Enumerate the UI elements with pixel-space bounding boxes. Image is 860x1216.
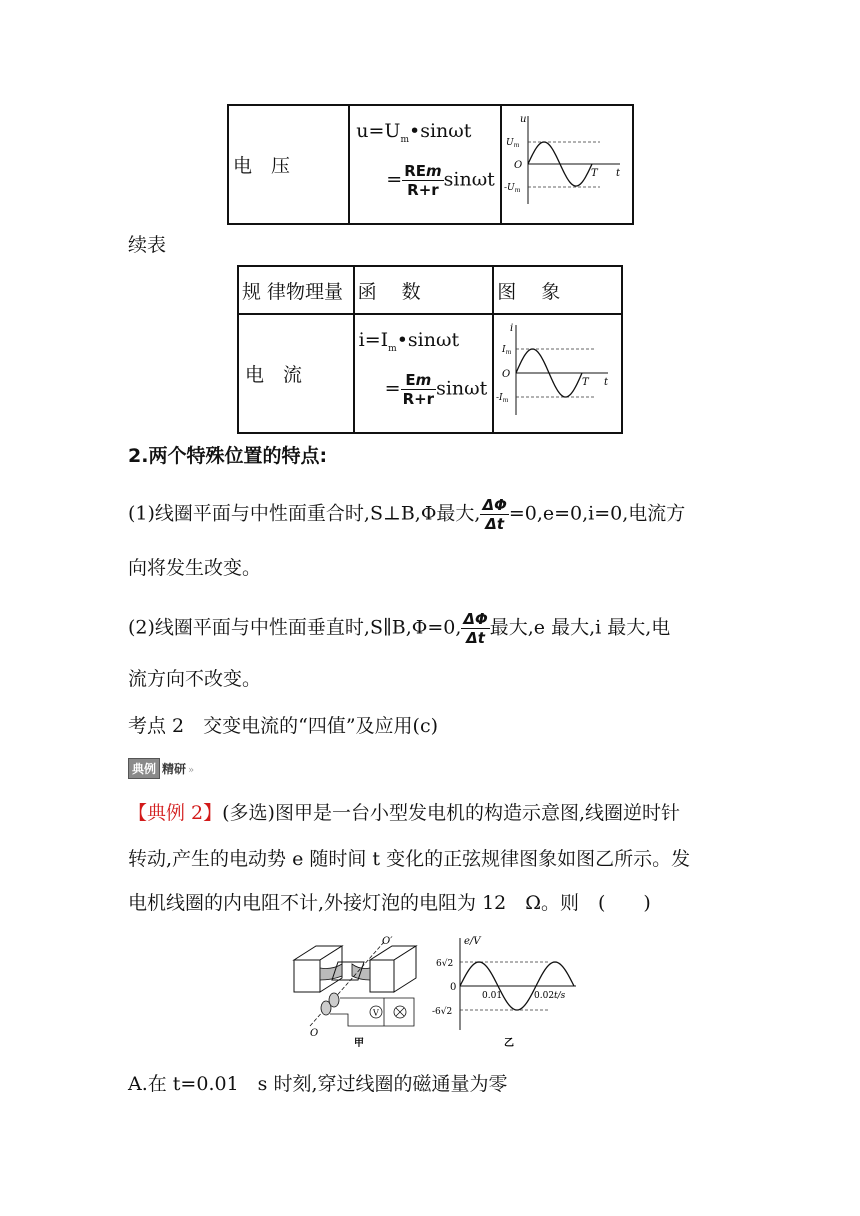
emf-time-graph bbox=[430, 930, 580, 1050]
voltage-period-label: T bbox=[590, 168, 598, 179]
header-quantity: 规 律物理量 bbox=[238, 266, 354, 314]
voltage-neg-label: $-U_m$ bbox=[503, 183, 521, 194]
flux-rate-fraction-2: $\frac{\Delta\Phi}{\Delta t}$ bbox=[463, 610, 488, 647]
point-2-line-2: 流方向不改变。 bbox=[128, 668, 262, 690]
voltage-x-axis-label: t bbox=[615, 168, 621, 179]
axis-label-o: O bbox=[310, 1028, 319, 1039]
emf-y-axis-label: e/V bbox=[464, 936, 481, 947]
emf-origin-label: 0 bbox=[450, 982, 457, 993]
current-origin-label: O bbox=[502, 369, 511, 380]
emf-peak-label: 6√2 bbox=[436, 959, 454, 969]
point-1-line-2: 向将发生改变。 bbox=[128, 557, 262, 579]
current-fraction: $\frac{Em}{R+r}$ bbox=[402, 371, 435, 408]
axis-label-o-prime: O′ bbox=[382, 936, 393, 947]
voltage-origin-label: O bbox=[513, 160, 523, 171]
current-table bbox=[237, 265, 623, 434]
badge-arrow-icon: » bbox=[188, 765, 195, 776]
option-a: A.在 t=0.01 s 时刻,穿过线圈的磁通量为零 bbox=[128, 1073, 508, 1095]
emf-tick-1: 0.01 bbox=[482, 991, 503, 1001]
current-x-axis-label: t bbox=[604, 377, 609, 388]
voltmeter-label: V bbox=[373, 1008, 379, 1018]
example-line-2: 转动,产生的电动势 e 随时间 t 变化的正弦规律图象如图乙所示。发 bbox=[128, 848, 691, 870]
emf-x-axis-label: t/s bbox=[554, 991, 566, 1001]
voltage-formula-line1: $u=U_m•\sin\omega t$ bbox=[356, 120, 472, 145]
point-1-line-1: (1)线圈平面与中性面重合时,S⊥B,Φ最大, $\frac{\Delta\Phi}{\Delta t}$ =0,e=0,i=0,电流方 bbox=[128, 496, 686, 533]
header-graph: 图 象 bbox=[493, 266, 622, 314]
continued-table-label: 续表 bbox=[128, 234, 167, 256]
voltage-label-text: 电 压 bbox=[233, 155, 291, 177]
current-formula-line1: $i=I_m•\sin\omega t$ bbox=[358, 329, 460, 354]
voltage-table bbox=[227, 104, 634, 225]
current-formula-line2: = $\frac{Em}{R+r}$ sinωt bbox=[384, 371, 488, 408]
figure-left-caption: 甲 bbox=[354, 1038, 364, 1049]
emf-tick-2: 0.02 bbox=[534, 991, 555, 1001]
section-heading: 2.两个特殊位置的特点: bbox=[128, 445, 328, 467]
current-y-axis-label: i bbox=[510, 323, 514, 334]
example-tag: 【典例 2】 bbox=[128, 802, 223, 824]
topic-line: 考点 2 交变电流的“四值”及应用(c) bbox=[128, 715, 439, 737]
voltage-function-cell bbox=[349, 105, 501, 224]
current-sine-graph bbox=[494, 315, 618, 427]
current-graph-cell bbox=[493, 314, 622, 433]
example-line-1: 【典例 2】(多选)图甲是一台小型发电机的构造示意图,线圈逆时针 bbox=[128, 802, 681, 824]
voltage-sine-graph bbox=[502, 106, 632, 218]
voltage-fraction: $\frac{\text{REm}}{R+r}$ bbox=[404, 162, 442, 199]
current-neg-label: $-I_m$ bbox=[496, 393, 509, 404]
current-function-cell bbox=[354, 314, 494, 433]
emf-neg-label: -6√2 bbox=[432, 1007, 453, 1017]
badge-box: 典例 bbox=[128, 758, 160, 779]
badge-text: 精研 bbox=[162, 762, 187, 776]
figure-right-caption: 乙 bbox=[504, 1038, 514, 1049]
voltage-formula-line2: = $\frac{\text{REm}}{R+r}$ sinωt bbox=[386, 162, 495, 199]
voltage-y-axis-label: u bbox=[519, 114, 527, 125]
voltage-graph-cell bbox=[501, 105, 633, 224]
current-row-label: 电 流 bbox=[238, 314, 354, 433]
voltage-peak-label: $U_m$ bbox=[505, 138, 520, 149]
current-peak-label: $I_m$ bbox=[502, 345, 512, 356]
header-function: 函 数 bbox=[354, 266, 494, 314]
example-line-3: 电机线圈的内电阻不计,外接灯泡的电阻为 12 Ω。则 ( ) bbox=[128, 892, 651, 914]
current-period-label: T bbox=[582, 377, 589, 388]
example-badge bbox=[128, 758, 194, 778]
flux-rate-fraction-1: $\frac{\Delta\Phi}{\Delta t}$ bbox=[482, 496, 507, 533]
voltage-row-label bbox=[228, 105, 349, 224]
generator-diagram bbox=[288, 930, 428, 1050]
point-2-line-1: (2)线圈平面与中性面垂直时,S∥B,Φ=0, $\frac{\Delta\Phi}{\Delta t}$ 最大,e 最大,i 最大,电 bbox=[128, 610, 671, 647]
